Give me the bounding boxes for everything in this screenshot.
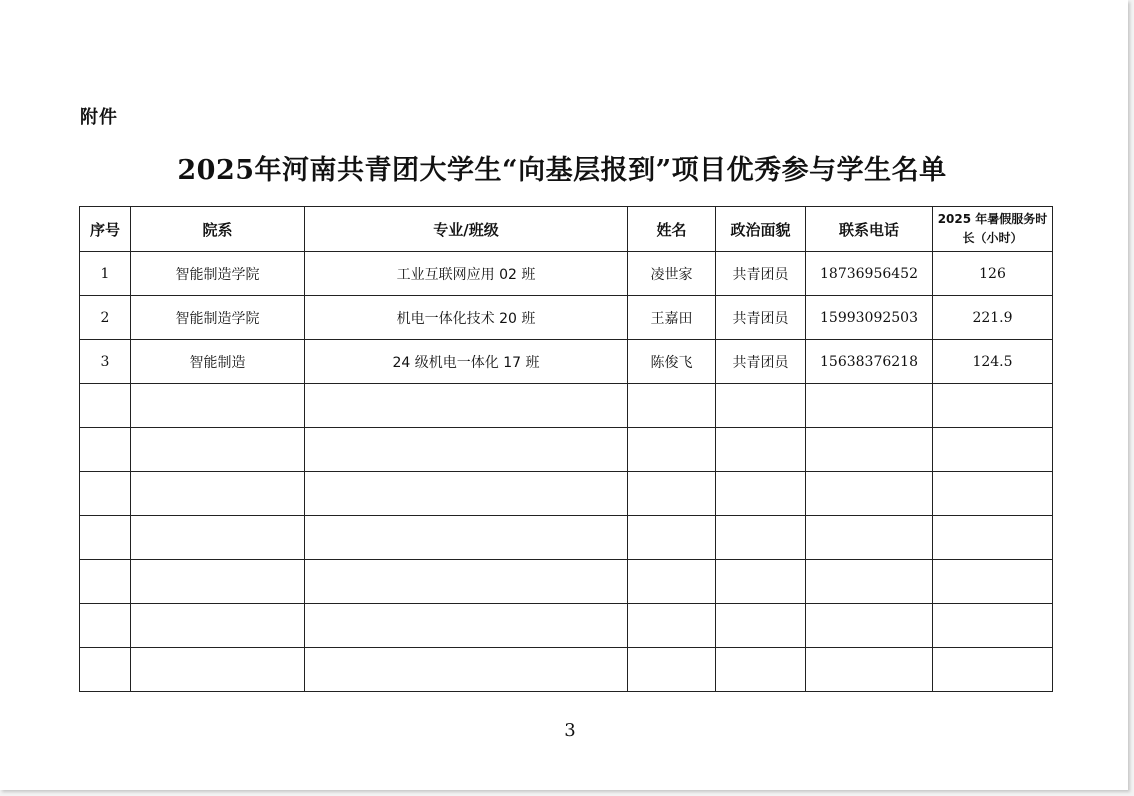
empty-cell	[806, 472, 933, 516]
empty-cell	[131, 428, 305, 472]
header-seq: 序号	[80, 207, 131, 252]
cell-major-class: 机电一体化技术 20 班	[305, 296, 628, 340]
cell-service-hours: 221.9	[933, 296, 1053, 340]
empty-cell	[131, 560, 305, 604]
empty-cell	[305, 516, 628, 560]
empty-cell	[80, 560, 131, 604]
empty-cell	[716, 648, 806, 692]
empty-cell	[628, 560, 716, 604]
table-row	[80, 296, 1053, 340]
empty-cell	[716, 428, 806, 472]
empty-cell	[933, 604, 1053, 648]
header-college: 院系	[131, 207, 305, 252]
empty-cell	[716, 472, 806, 516]
empty-cell	[305, 472, 628, 516]
cell-college: 智能制造学院	[131, 252, 305, 296]
cell-name: 陈俊飞	[628, 340, 716, 384]
header-phone: 联系电话	[806, 207, 933, 252]
cell-major-class: 工业互联网应用 02 班	[305, 252, 628, 296]
empty-cell	[80, 384, 131, 428]
empty-cell	[305, 428, 628, 472]
empty-cell	[80, 428, 131, 472]
cell-political-status: 共青团员	[716, 296, 806, 340]
empty-cell	[305, 648, 628, 692]
empty-cell	[628, 472, 716, 516]
empty-table-row	[80, 428, 1053, 472]
empty-cell	[305, 560, 628, 604]
cell-major-class: 24 级机电一体化 17 班	[305, 340, 628, 384]
empty-cell	[80, 648, 131, 692]
empty-cell	[806, 384, 933, 428]
empty-table-row	[80, 648, 1053, 692]
empty-cell	[628, 648, 716, 692]
cell-service-hours: 126	[933, 252, 1053, 296]
empty-cell	[305, 604, 628, 648]
table-row	[80, 252, 1053, 296]
empty-table-row	[80, 516, 1053, 560]
empty-cell	[806, 516, 933, 560]
empty-cell	[131, 384, 305, 428]
empty-cell	[806, 648, 933, 692]
cell-college: 智能制造	[131, 340, 305, 384]
empty-cell	[716, 516, 806, 560]
empty-table-row	[80, 384, 1053, 428]
empty-cell	[933, 428, 1053, 472]
page-number: 3	[564, 720, 576, 741]
table-row	[80, 340, 1053, 384]
empty-cell	[806, 604, 933, 648]
empty-cell	[933, 472, 1053, 516]
header-major-class: 专业/班级	[305, 207, 628, 252]
empty-cell	[305, 384, 628, 428]
empty-table-row	[80, 560, 1053, 604]
cell-seq: 2	[80, 296, 131, 340]
empty-cell	[131, 604, 305, 648]
empty-cell	[933, 384, 1053, 428]
empty-cell	[131, 648, 305, 692]
empty-cell	[806, 428, 933, 472]
cell-phone: 18736956452	[806, 252, 933, 296]
cell-political-status: 共青团员	[716, 252, 806, 296]
empty-cell	[80, 516, 131, 560]
empty-cell	[80, 472, 131, 516]
empty-cell	[628, 384, 716, 428]
page-title: 2025年河南共青团大学生“向基层报到”项目优秀参与学生名单	[177, 155, 947, 186]
cell-college: 智能制造学院	[131, 296, 305, 340]
empty-cell	[806, 560, 933, 604]
attachment-label: 附件	[80, 107, 118, 128]
cell-seq: 3	[80, 340, 131, 384]
header-political-status: 政治面貌	[716, 207, 806, 252]
cell-phone: 15993092503	[806, 296, 933, 340]
table-header-row	[80, 207, 1053, 252]
empty-table-row	[80, 472, 1053, 516]
cell-phone: 15638376218	[806, 340, 933, 384]
empty-cell	[716, 604, 806, 648]
cell-name: 凌世家	[628, 252, 716, 296]
student-roster-table	[79, 206, 1053, 692]
cell-service-hours: 124.5	[933, 340, 1053, 384]
empty-cell	[933, 648, 1053, 692]
cell-political-status: 共青团员	[716, 340, 806, 384]
cell-seq: 1	[80, 252, 131, 296]
empty-cell	[933, 516, 1053, 560]
empty-cell	[628, 428, 716, 472]
empty-table-row	[80, 604, 1053, 648]
empty-cell	[716, 560, 806, 604]
empty-cell	[131, 516, 305, 560]
empty-cell	[628, 516, 716, 560]
header-name: 姓名	[628, 207, 716, 252]
empty-cell	[131, 472, 305, 516]
cell-name: 王嘉田	[628, 296, 716, 340]
empty-cell	[933, 560, 1053, 604]
header-service-hours: 2025 年暑假服务时长（小时）	[933, 207, 1053, 252]
empty-cell	[716, 384, 806, 428]
empty-cell	[80, 604, 131, 648]
empty-cell	[628, 604, 716, 648]
empty-rows	[80, 384, 1053, 692]
